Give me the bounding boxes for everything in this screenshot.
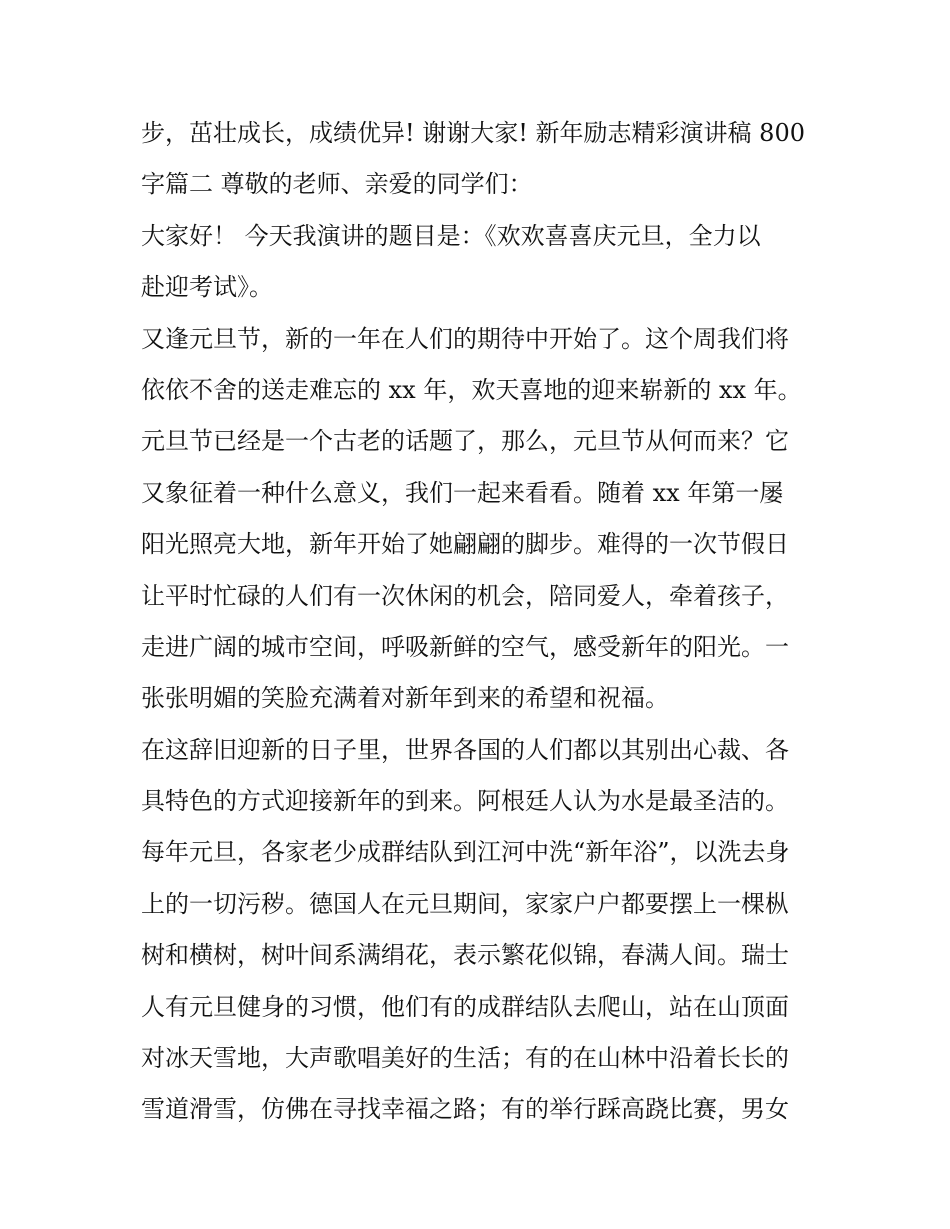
text-line: 依依不舍的送走难忘的 xx 年，欢天喜地的迎来崭新的 xx 年。 bbox=[141, 375, 802, 404]
text-line: 大家好！ 今天我演讲的题目是：《欢欢喜喜庆元旦，全力以 bbox=[141, 221, 761, 250]
text-line: 对冰天雪地，大声歌唱美好的生活；有的在山林中沿着长长的 bbox=[141, 1044, 789, 1073]
text-line: 在这辞旧迎新的日子里，世界各国的人们都以其别出心裁、各 bbox=[141, 735, 789, 764]
text-line: 让平时忙碌的人们有一次休闲的机会，陪同爱人，牵着孩子， bbox=[141, 581, 789, 610]
speech-text-block bbox=[141, 108, 821, 1136]
text-line: 元旦节已经是一个古老的话题了，那么，元旦节从何而来？它 bbox=[141, 427, 789, 456]
text-line: 人有元旦健身的习惯，他们有的成群结队去爬山，站在山顶面 bbox=[141, 992, 789, 1021]
text-line: 走进广阔的城市空间，呼吸新鲜的空气，感受新年的阳光。一 bbox=[141, 632, 789, 661]
text-line: 步，茁壮成长，成绩优异! 谢谢大家! 新年励志精彩演讲稿 800 bbox=[141, 119, 805, 147]
text-line: 赴迎考试》。 bbox=[141, 273, 273, 302]
text-line: 又逢元旦节，新的一年在人们的期待中开始了。这个周我们将 bbox=[141, 324, 789, 353]
text-line: 雪道滑雪，仿佛在寻找幸福之路；有的举行踩高跷比赛，男女 bbox=[141, 1095, 789, 1124]
text-line: 树和横树，树叶间系满绢花，表示繁花似锦，春满人间。瑞士 bbox=[141, 941, 789, 970]
text-line: 上的一切污秽。德国人在元旦期间，家家户户都要摆上一棵枞 bbox=[141, 889, 789, 918]
text-line: 阳光照亮大地，新年开始了她翩翩的脚步。难得的一次节假日 bbox=[141, 530, 789, 559]
text-line: 字篇二 尊敬的老师、亲爱的同学们： bbox=[141, 170, 533, 199]
text-line: 张张明媚的笑脸充满着对新年到来的希望和祝福。 bbox=[141, 684, 669, 713]
text-line: 具特色的方式迎接新年的到来。阿根廷人认为水是最圣洁的。 bbox=[141, 787, 789, 816]
text-line: 每年元旦，各家老少成群结队到江河中洗“新年浴”，以洗去身 bbox=[141, 838, 790, 867]
text-line: 又象征着一种什么意义，我们一起来看看。随着 xx 年第一屡 bbox=[141, 478, 784, 507]
